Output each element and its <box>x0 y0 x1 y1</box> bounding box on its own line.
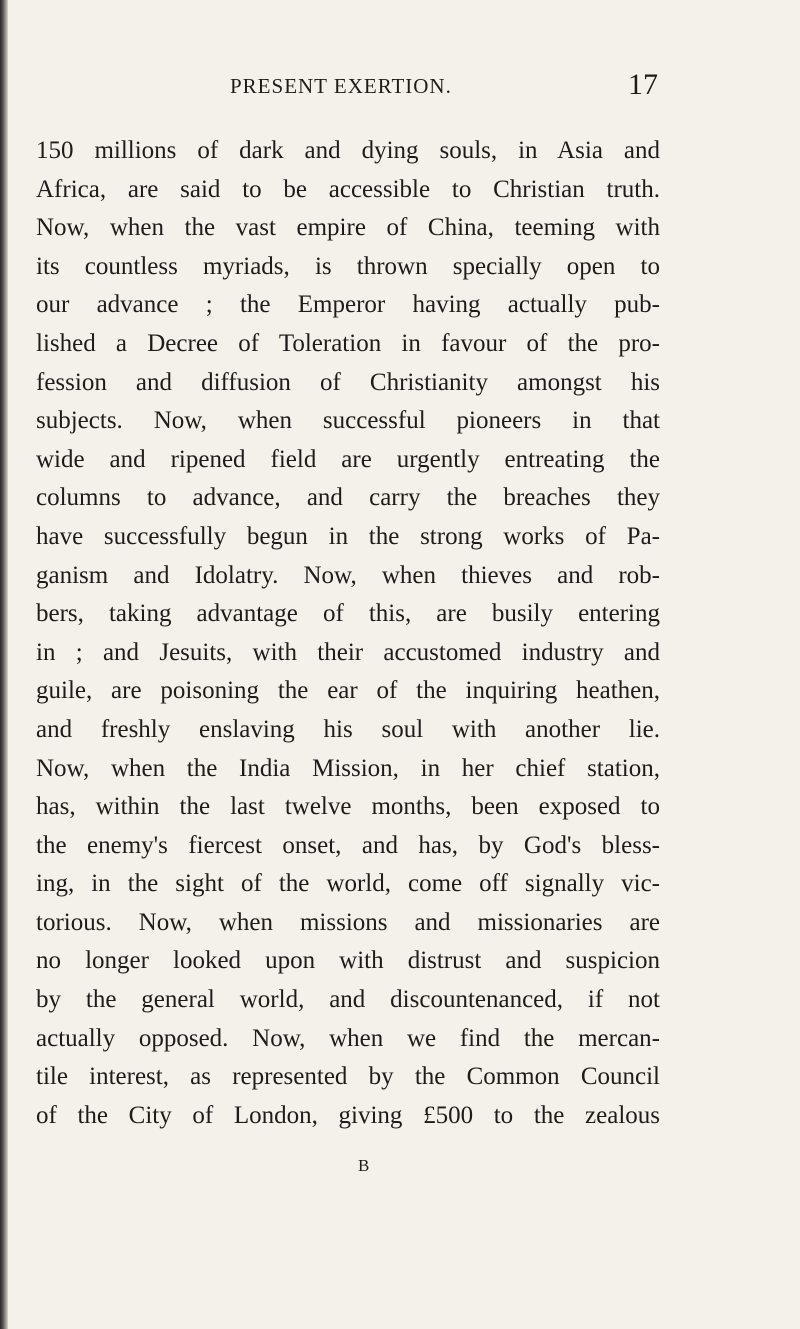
text-line: the enemy's fiercest onset, and has, by God's bless- <box>36 831 660 859</box>
text-line: its countless myriads, is thrown specially open to <box>36 252 660 280</box>
text-line: in ; and Jesuits, with their accustomed industry and <box>36 638 660 666</box>
text-line: has, within the last twelve months, been exposed to <box>36 793 660 821</box>
text-line: of the City of London, giving £500 to the zealous <box>36 1101 660 1129</box>
text-line: no longer looked upon with distrust and suspicion <box>36 947 660 975</box>
text-line: actually opposed. Now, when we find the mercan- <box>36 1024 660 1052</box>
page-number: 17 <box>628 68 658 101</box>
text-line: columns to advance, and carry the breaches they <box>36 484 660 512</box>
text-line: bers, taking advantage of this, are busily entering <box>36 600 660 628</box>
text-line: our advance ; the Emperor having actually pub- <box>36 291 660 319</box>
text-line: ganism and Idolatry. Now, when thieves and rob- <box>36 561 660 589</box>
text-line: and freshly enslaving his soul with another lie. <box>36 715 660 743</box>
text-line: Now, when the vast empire of China, teeming with <box>36 214 660 242</box>
text-line: torious. Now, when missions and missionaries are <box>36 908 660 936</box>
text-line: guile, are poisoning the ear of the inquiring heathen, <box>36 677 660 705</box>
body-text <box>36 132 660 1135</box>
text-line: lished a Decree of Toleration in favour of the pro- <box>36 329 660 357</box>
text-line: subjects. Now, when successful pioneers in that <box>36 407 660 435</box>
text-line: fession and diffusion of Christianity amongst his <box>36 368 660 396</box>
text-line: Africa, are said to be accessible to Christian truth. <box>36 175 660 203</box>
text-line: by the general world, and discountenanced, if not <box>36 986 660 1014</box>
page-edge <box>0 0 8 1329</box>
text-line: tile interest, as represented by the Common Council <box>36 1063 660 1091</box>
text-line: Now, when the India Mission, in her chief station, <box>36 754 660 782</box>
signature-mark: B <box>358 1156 370 1175</box>
text-line: ing, in the sight of the world, come off signally vic- <box>36 870 660 898</box>
text-line: 150 millions of dark and dying souls, in Asia and <box>36 137 660 164</box>
text-line: have successfully begun in the strong works of Pa- <box>36 522 660 550</box>
running-head: PRESENT EXERTION. <box>230 74 452 98</box>
text-line: wide and ripened field are urgently entreating the <box>36 445 660 473</box>
